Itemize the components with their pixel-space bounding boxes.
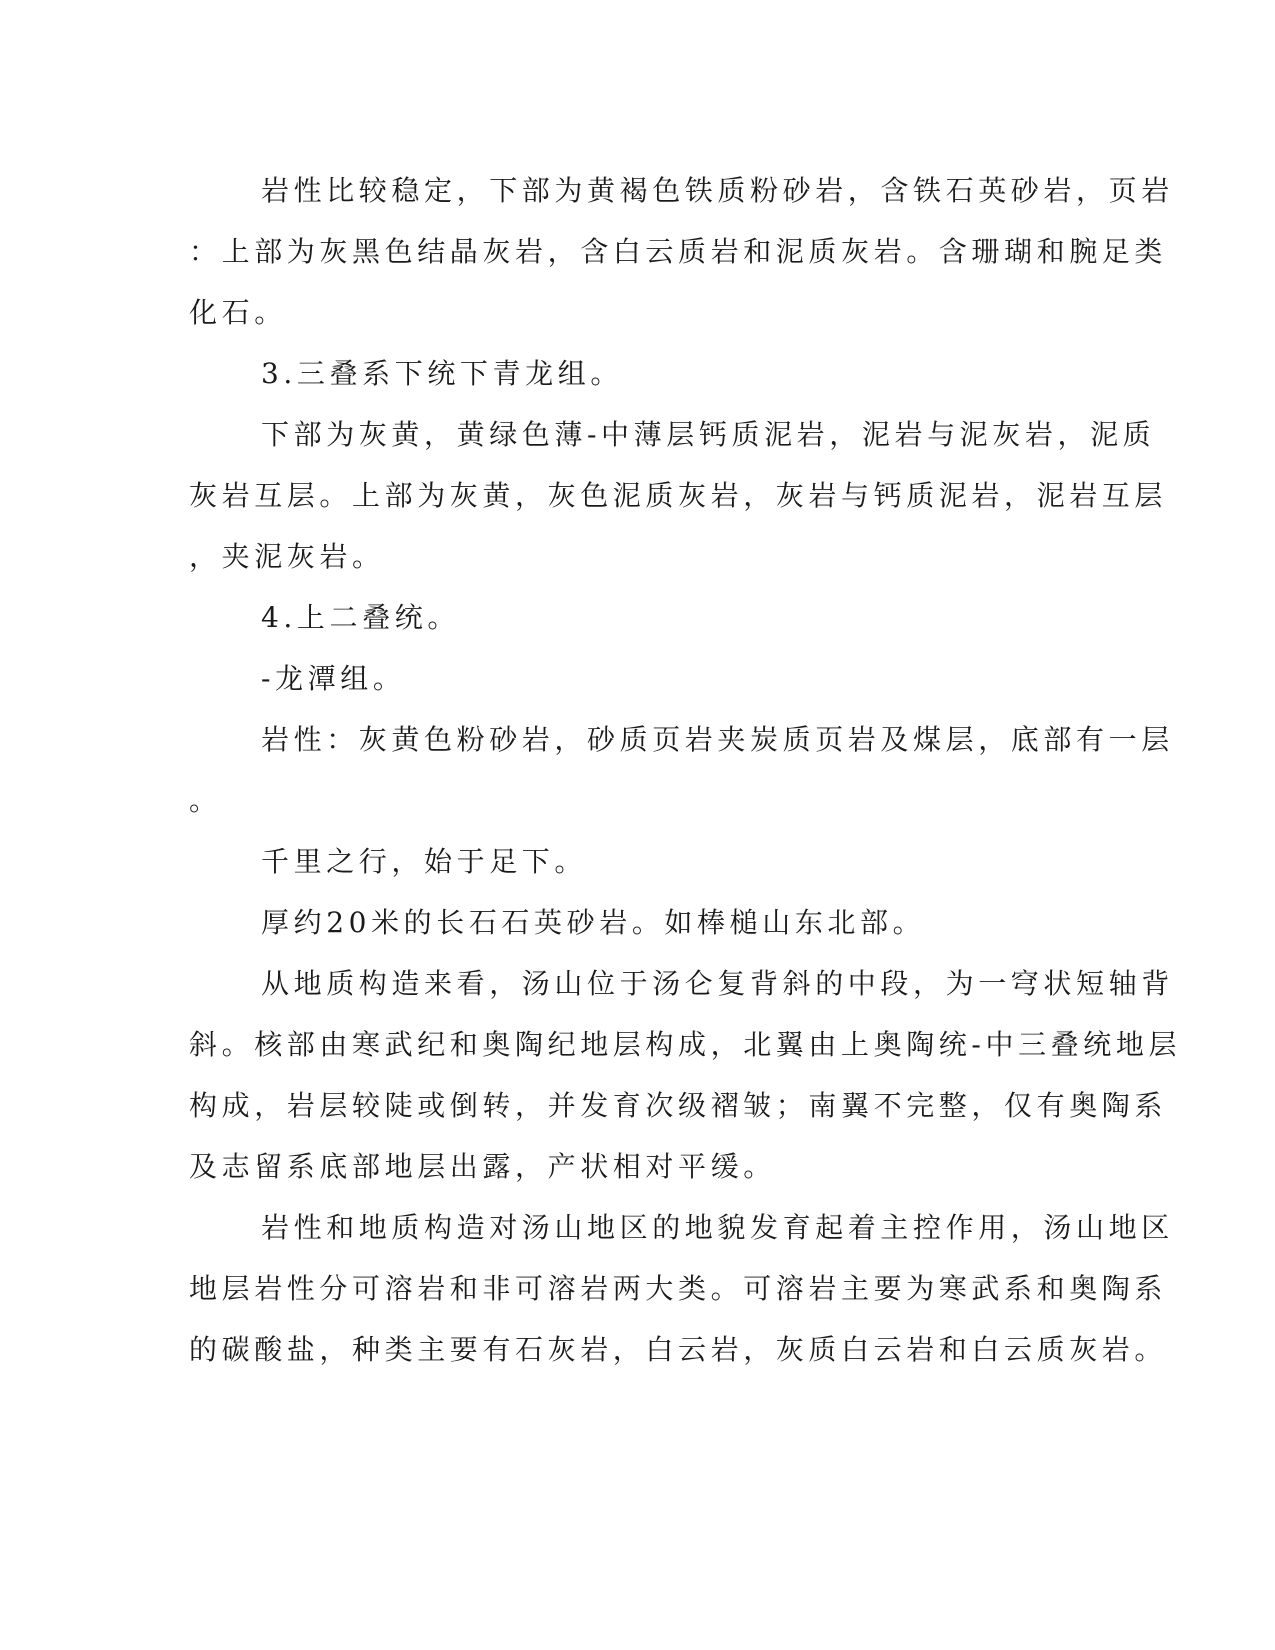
text-line: 下部为灰黄，黄绿色薄-中薄层钙质泥岩，泥岩与泥灰岩，泥质 [261, 418, 1156, 451]
text-line: 构成，岩层较陡或倒转，并发育次级褶皱；南翼不完整，仅有奥陶系 [189, 1089, 1168, 1122]
text-line: 岩性和地质构造对汤山地区的地貌发育起着主控作用，汤山地区 [261, 1211, 1174, 1244]
text-line: 4.上二叠统。 [261, 601, 460, 634]
text-line: 的碳酸盐，种类主要有石灰岩，白云岩，灰质白云岩和白云质灰岩。 [189, 1333, 1168, 1366]
text-line: 岩性比较稳定，下部为黄褐色铁质粉砂岩，含铁石英砂岩，页岩 [261, 174, 1174, 207]
text-line: 灰岩互层。上部为灰黄，灰色泥质灰岩，灰岩与钙质泥岩，泥岩互层 [189, 479, 1168, 512]
text-line: 3.三叠系下统下青龙组。 [261, 357, 623, 390]
text-line: 化石。 [189, 296, 287, 329]
text-line: 地层岩性分可溶岩和非可溶岩两大类。可溶岩主要为寒武系和奥陶系 [189, 1272, 1168, 1305]
text-line: 厚约20米的长石石英砂岩。如棒槌山东北部。 [261, 906, 926, 939]
text-line: 及志留系底部地层出露，产状相对平缓。 [189, 1150, 776, 1183]
text-line: 岩性：灰黄色粉砂岩，砂质页岩夹炭质页岩及煤层，底部有一层 [261, 723, 1174, 756]
text-line: 千里之行，始于足下。 [261, 845, 588, 878]
text-line: 从地质构造来看，汤山位于汤仑复背斜的中段，为一穹状短轴背 [261, 967, 1174, 1000]
text-line: 斜。核部由寒武纪和奥陶纪地层构成，北翼由上奥陶统-中三叠统地层 [189, 1028, 1182, 1061]
text-line: ，夹泥灰岩。 [189, 540, 385, 573]
text-line: ：上部为灰黑色结晶灰岩，含白云质岩和泥质灰岩。含珊瑚和腕足类 [189, 235, 1168, 268]
body-text [189, 160, 1182, 1380]
text-line: 。 [189, 784, 222, 817]
text-line: -龙潭组。 [261, 662, 406, 695]
